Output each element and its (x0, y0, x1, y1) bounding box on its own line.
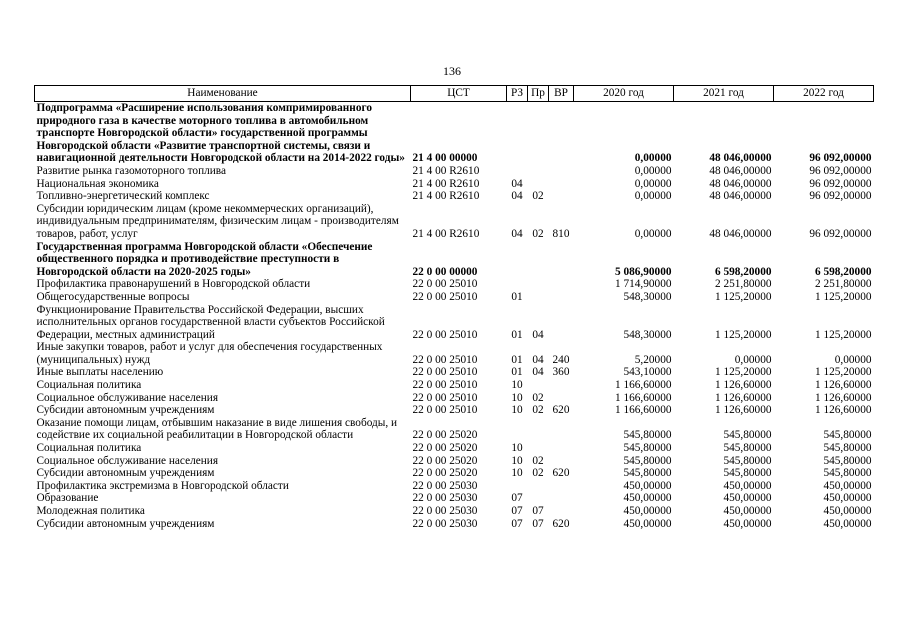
cell-vr: 360 (552, 366, 570, 379)
cell-value-2020: 0,00000 (634, 177, 672, 190)
cell-value-2021: 545,80000 (723, 454, 772, 467)
cell-value-2020: 545,80000 (623, 467, 672, 480)
table-body (35, 102, 874, 531)
cell-cst: 22 0 00 25010 (412, 379, 478, 392)
cell-value-2022: 96 092,00000 (809, 152, 872, 165)
cell-value-2021: 545,80000 (723, 442, 772, 455)
cell-vr (549, 291, 574, 304)
cell-rz: 07 (511, 492, 523, 505)
cell-value-2022: 96 092,00000 (809, 164, 872, 177)
cell-name: Субсидии юридическим лицам (кроме некоммерческих организаций), индивидуальным предпринимателям, физическим лицам - производителям товаров, работ, услуг (36, 202, 399, 240)
cell-value-2022: 96 092,00000 (809, 177, 872, 190)
table-row (35, 442, 874, 455)
header-2022: 2022 год (774, 86, 874, 102)
cell-vr (549, 392, 574, 405)
cell-vr (549, 102, 574, 165)
cell-vr (549, 241, 574, 279)
cell-rz (507, 241, 528, 279)
table-row (35, 392, 874, 405)
cell-rz (507, 102, 528, 165)
header-2021: 2021 год (674, 86, 774, 102)
cell-rz: 04 (511, 177, 523, 190)
cell-pr: 02 (532, 467, 544, 480)
cell-value-2022: 1 126,60000 (815, 404, 872, 417)
cell-value-2020: 0,00000 (634, 152, 672, 165)
cell-value-2021: 48 046,00000 (709, 164, 772, 177)
cell-pr: 02 (532, 391, 544, 404)
cell-name: Топливно-энергетический комплекс (36, 190, 210, 203)
cell-vr (549, 178, 574, 191)
cell-value-2022: 545,80000 (823, 467, 872, 480)
cell-rz: 01 (511, 353, 523, 366)
cell-value-2022: 1 125,20000 (815, 366, 872, 379)
cell-cst: 22 0 00 25020 (412, 442, 478, 455)
cell-name: Подпрограмма «Расширение использования компримированного природного газа в качестве моторного топлива в автомобильном транспорте Новгородской области» государственной программы Новгородской области «Развитие транспортной системы, связи и навигационной деятельности Новгородской области на 2014-2022 годы» (36, 102, 405, 165)
cell-value-2021: 1 126,60000 (715, 391, 772, 404)
cell-rz: 10 (511, 454, 523, 467)
cell-pr: 07 (532, 517, 544, 530)
cell-pr: 04 (532, 366, 544, 379)
cell-vr (549, 417, 574, 442)
cell-vr: 240 (552, 353, 570, 366)
cell-rz: 10 (511, 467, 523, 480)
cell-pr (528, 291, 549, 304)
cell-cst: 22 0 00 25030 (412, 517, 478, 530)
table-row (35, 341, 874, 366)
cell-cst: 22 0 00 25010 (412, 290, 478, 303)
cell-name: Оказание помощи лицам, отбывшим наказание в виде лишения свободы, и содействие их социальной реабилитации в Новгородской области (36, 416, 398, 442)
cell-vr (549, 379, 574, 392)
cell-name: Социальная политика (36, 379, 142, 392)
table-row (35, 467, 874, 480)
table-row (35, 190, 874, 203)
table-row (35, 291, 874, 304)
cell-value-2020: 5 086,90000 (615, 265, 672, 278)
cell-value-2022: 1 126,60000 (815, 379, 872, 392)
cell-rz: 07 (511, 505, 523, 517)
cell-value-2021: 545,80000 (723, 429, 772, 442)
table-row (35, 492, 874, 505)
cell-cst: 21 4 00 R2610 (412, 190, 480, 203)
header-rz: РЗ (507, 86, 528, 102)
cell-value-2020: 1 714,90000 (615, 278, 672, 291)
cell-name: Образование (36, 492, 99, 505)
cell-value-2022: 1 126,60000 (815, 391, 872, 404)
cell-value-2022: 545,80000 (823, 442, 872, 455)
table-row (35, 505, 874, 518)
cell-vr: 620 (552, 404, 570, 417)
cell-value-2020: 545,80000 (623, 454, 672, 467)
cell-value-2021: 48 046,00000 (709, 190, 772, 203)
cell-value-2021: 1 125,20000 (715, 290, 772, 303)
cell-value-2020: 450,00000 (623, 505, 672, 517)
cell-pr (528, 178, 549, 191)
cell-rz: 01 (511, 366, 523, 379)
cell-name: Развитие рынка газомоторного топлива (36, 164, 226, 177)
cell-value-2020: 1 166,60000 (615, 404, 672, 417)
cell-name: Государственная программа Новгородской области «Обеспечение общественного порядка и противодействие преступности в Новгородской области на 2020-2025 годы» (36, 240, 373, 278)
table-row (35, 518, 874, 531)
cell-name: Социальная политика (36, 442, 142, 455)
cell-cst: 22 0 00 25030 (412, 505, 478, 517)
cell-cst: 22 0 00 25010 (412, 404, 478, 417)
cell-vr (549, 455, 574, 468)
cell-name: Национальная экономика (36, 177, 159, 190)
cell-pr (528, 492, 549, 505)
cell-value-2021: 450,00000 (723, 505, 772, 517)
cell-name: Молодежная политика (36, 505, 145, 517)
cell-cst: 21 4 00 R2610 (412, 177, 480, 190)
cell-rz: 04 (511, 190, 523, 203)
cell-vr (549, 442, 574, 455)
cell-pr (528, 165, 549, 178)
cell-value-2020: 0,00000 (634, 227, 672, 240)
cell-value-2021: 1 126,60000 (715, 379, 772, 392)
cell-cst: 21 4 00 R2610 (412, 164, 480, 177)
table-row (35, 241, 874, 279)
header-pr: Пр (528, 86, 549, 102)
cell-pr: 07 (532, 505, 544, 517)
cell-value-2021: 1 125,20000 (715, 366, 772, 379)
cell-value-2022: 96 092,00000 (809, 190, 872, 203)
cell-value-2020: 543,10000 (623, 366, 672, 379)
cell-value-2022: 2 251,80000 (815, 278, 872, 291)
cell-value-2022: 0,00000 (834, 353, 872, 366)
cell-vr (549, 165, 574, 178)
cell-value-2022: 450,00000 (823, 479, 872, 492)
cell-name: Профилактика правонарушений в Новгородской области (36, 278, 311, 291)
cell-value-2020: 0,00000 (634, 164, 672, 177)
cell-pr (528, 379, 549, 392)
table-row (35, 366, 874, 379)
cell-value-2021: 2 251,80000 (715, 278, 772, 291)
header-name: Наименование (35, 86, 411, 102)
cell-rz (507, 417, 528, 442)
cell-value-2020: 548,30000 (623, 328, 672, 341)
table-row (35, 102, 874, 165)
cell-pr (528, 102, 549, 165)
table-header (35, 86, 874, 102)
cell-cst: 22 0 00 25020 (412, 429, 478, 442)
cell-value-2020: 545,80000 (623, 442, 672, 455)
header-2020: 2020 год (574, 86, 674, 102)
cell-rz: 07 (511, 517, 523, 530)
cell-vr: 620 (552, 467, 570, 480)
cell-vr (549, 190, 574, 203)
header-cst: ЦСТ (411, 86, 507, 102)
cell-pr (528, 417, 549, 442)
cell-value-2021: 48 046,00000 (709, 152, 772, 165)
table-row (35, 480, 874, 493)
cell-value-2020: 450,00000 (623, 492, 672, 505)
cell-rz: 01 (511, 328, 523, 341)
cell-pr (528, 480, 549, 493)
table-row (35, 203, 874, 241)
cell-pr (528, 442, 549, 455)
cell-cst: 21 4 00 00000 (412, 152, 478, 165)
cell-value-2022: 545,80000 (823, 454, 872, 467)
cell-value-2020: 0,00000 (634, 190, 672, 203)
cell-rz: 10 (511, 391, 523, 404)
cell-value-2022: 545,80000 (823, 429, 872, 442)
cell-value-2021: 0,00000 (734, 353, 772, 366)
cell-name: Субсидии автономным учреждениям (36, 467, 215, 480)
cell-pr (528, 241, 549, 279)
cell-name: Общегосударственные вопросы (36, 290, 190, 303)
cell-cst: 22 0 00 25010 (412, 328, 478, 341)
cell-rz (507, 165, 528, 178)
cell-name: Социальное обслуживание населения (36, 391, 219, 404)
cell-rz (507, 480, 528, 493)
cell-rz: 10 (511, 442, 523, 455)
table-row (35, 404, 874, 417)
cell-pr: 04 (532, 328, 544, 341)
cell-name: Субсидии автономным учреждениям (36, 517, 215, 530)
cell-value-2022: 1 125,20000 (815, 290, 872, 303)
cell-rz: 10 (511, 379, 523, 392)
cell-vr (549, 505, 574, 518)
table-row (35, 304, 874, 342)
cell-value-2020: 1 166,60000 (615, 379, 672, 392)
cell-cst: 22 0 00 25010 (412, 366, 478, 379)
cell-value-2022: 450,00000 (823, 517, 872, 530)
cell-value-2022: 96 092,00000 (809, 227, 872, 240)
cell-rz: 01 (511, 290, 523, 303)
header-vr: ВР (549, 86, 574, 102)
cell-value-2020: 450,00000 (623, 479, 672, 492)
cell-value-2020: 1 166,60000 (615, 391, 672, 404)
cell-cst: 22 0 00 25020 (412, 467, 478, 480)
cell-value-2020: 450,00000 (623, 517, 672, 530)
cell-value-2021: 48 046,00000 (709, 227, 772, 240)
cell-cst: 22 0 00 25010 (412, 391, 478, 404)
cell-name: Социальное обслуживание населения (36, 454, 219, 467)
cell-value-2020: 5,20000 (634, 353, 672, 366)
cell-value-2021: 48 046,00000 (709, 177, 772, 190)
cell-cst: 22 0 00 25020 (412, 454, 478, 467)
table-row (35, 455, 874, 468)
cell-cst: 22 0 00 00000 (412, 265, 478, 278)
cell-vr (549, 492, 574, 505)
cell-name: Субсидии автономным учреждениям (36, 404, 215, 417)
page-number: 136 (443, 64, 461, 78)
cell-rz: 10 (511, 404, 523, 417)
cell-rz (507, 278, 528, 291)
cell-name: Иные закупки товаров, работ и услуг для обеспечения государственных (муниципальных) нужд (36, 341, 383, 366)
cell-value-2021: 450,00000 (723, 492, 772, 505)
cell-rz: 04 (511, 227, 523, 240)
cell-value-2021: 6 598,20000 (715, 265, 772, 278)
cell-vr (549, 304, 574, 342)
cell-value-2022: 1 125,20000 (815, 328, 872, 341)
cell-cst: 22 0 00 25030 (412, 479, 478, 492)
cell-value-2021: 1 126,60000 (715, 404, 772, 417)
table-row (35, 417, 874, 442)
cell-value-2021: 450,00000 (723, 517, 772, 530)
cell-value-2022: 450,00000 (823, 492, 872, 505)
cell-value-2020: 545,80000 (623, 429, 672, 442)
cell-pr (528, 278, 549, 291)
cell-vr (549, 278, 574, 291)
table-row (35, 178, 874, 191)
cell-cst: 22 0 00 25010 (412, 353, 478, 366)
cell-cst: 22 0 00 25030 (412, 492, 478, 505)
cell-value-2021: 1 125,20000 (715, 328, 772, 341)
cell-value-2020: 548,30000 (623, 290, 672, 303)
cell-name: Профилактика экстремизма в Новгородской области (36, 479, 289, 492)
table-row (35, 165, 874, 178)
cell-value-2021: 450,00000 (723, 479, 772, 492)
cell-pr: 02 (532, 190, 544, 203)
table-row (35, 278, 874, 291)
cell-pr: 02 (532, 404, 544, 417)
cell-name: Функционирование Правительства Российской Федерации, высших исполнительных органов государственной власти субъектов Российской Федерации, местных администраций (36, 303, 385, 341)
cell-pr: 02 (532, 454, 544, 467)
cell-vr: 810 (552, 227, 570, 240)
cell-vr (549, 480, 574, 493)
cell-pr: 02 (532, 227, 544, 240)
cell-vr: 620 (552, 517, 570, 530)
cell-name: Иные выплаты населению (36, 366, 164, 379)
cell-value-2022: 450,00000 (823, 505, 872, 517)
cell-value-2021: 545,80000 (723, 467, 772, 480)
cell-cst: 21 4 00 R2610 (412, 227, 480, 240)
cell-cst: 22 0 00 25010 (412, 278, 478, 291)
cell-value-2022: 6 598,20000 (815, 265, 872, 278)
budget-table (34, 85, 874, 530)
table-row (35, 379, 874, 392)
cell-pr: 04 (532, 353, 544, 366)
